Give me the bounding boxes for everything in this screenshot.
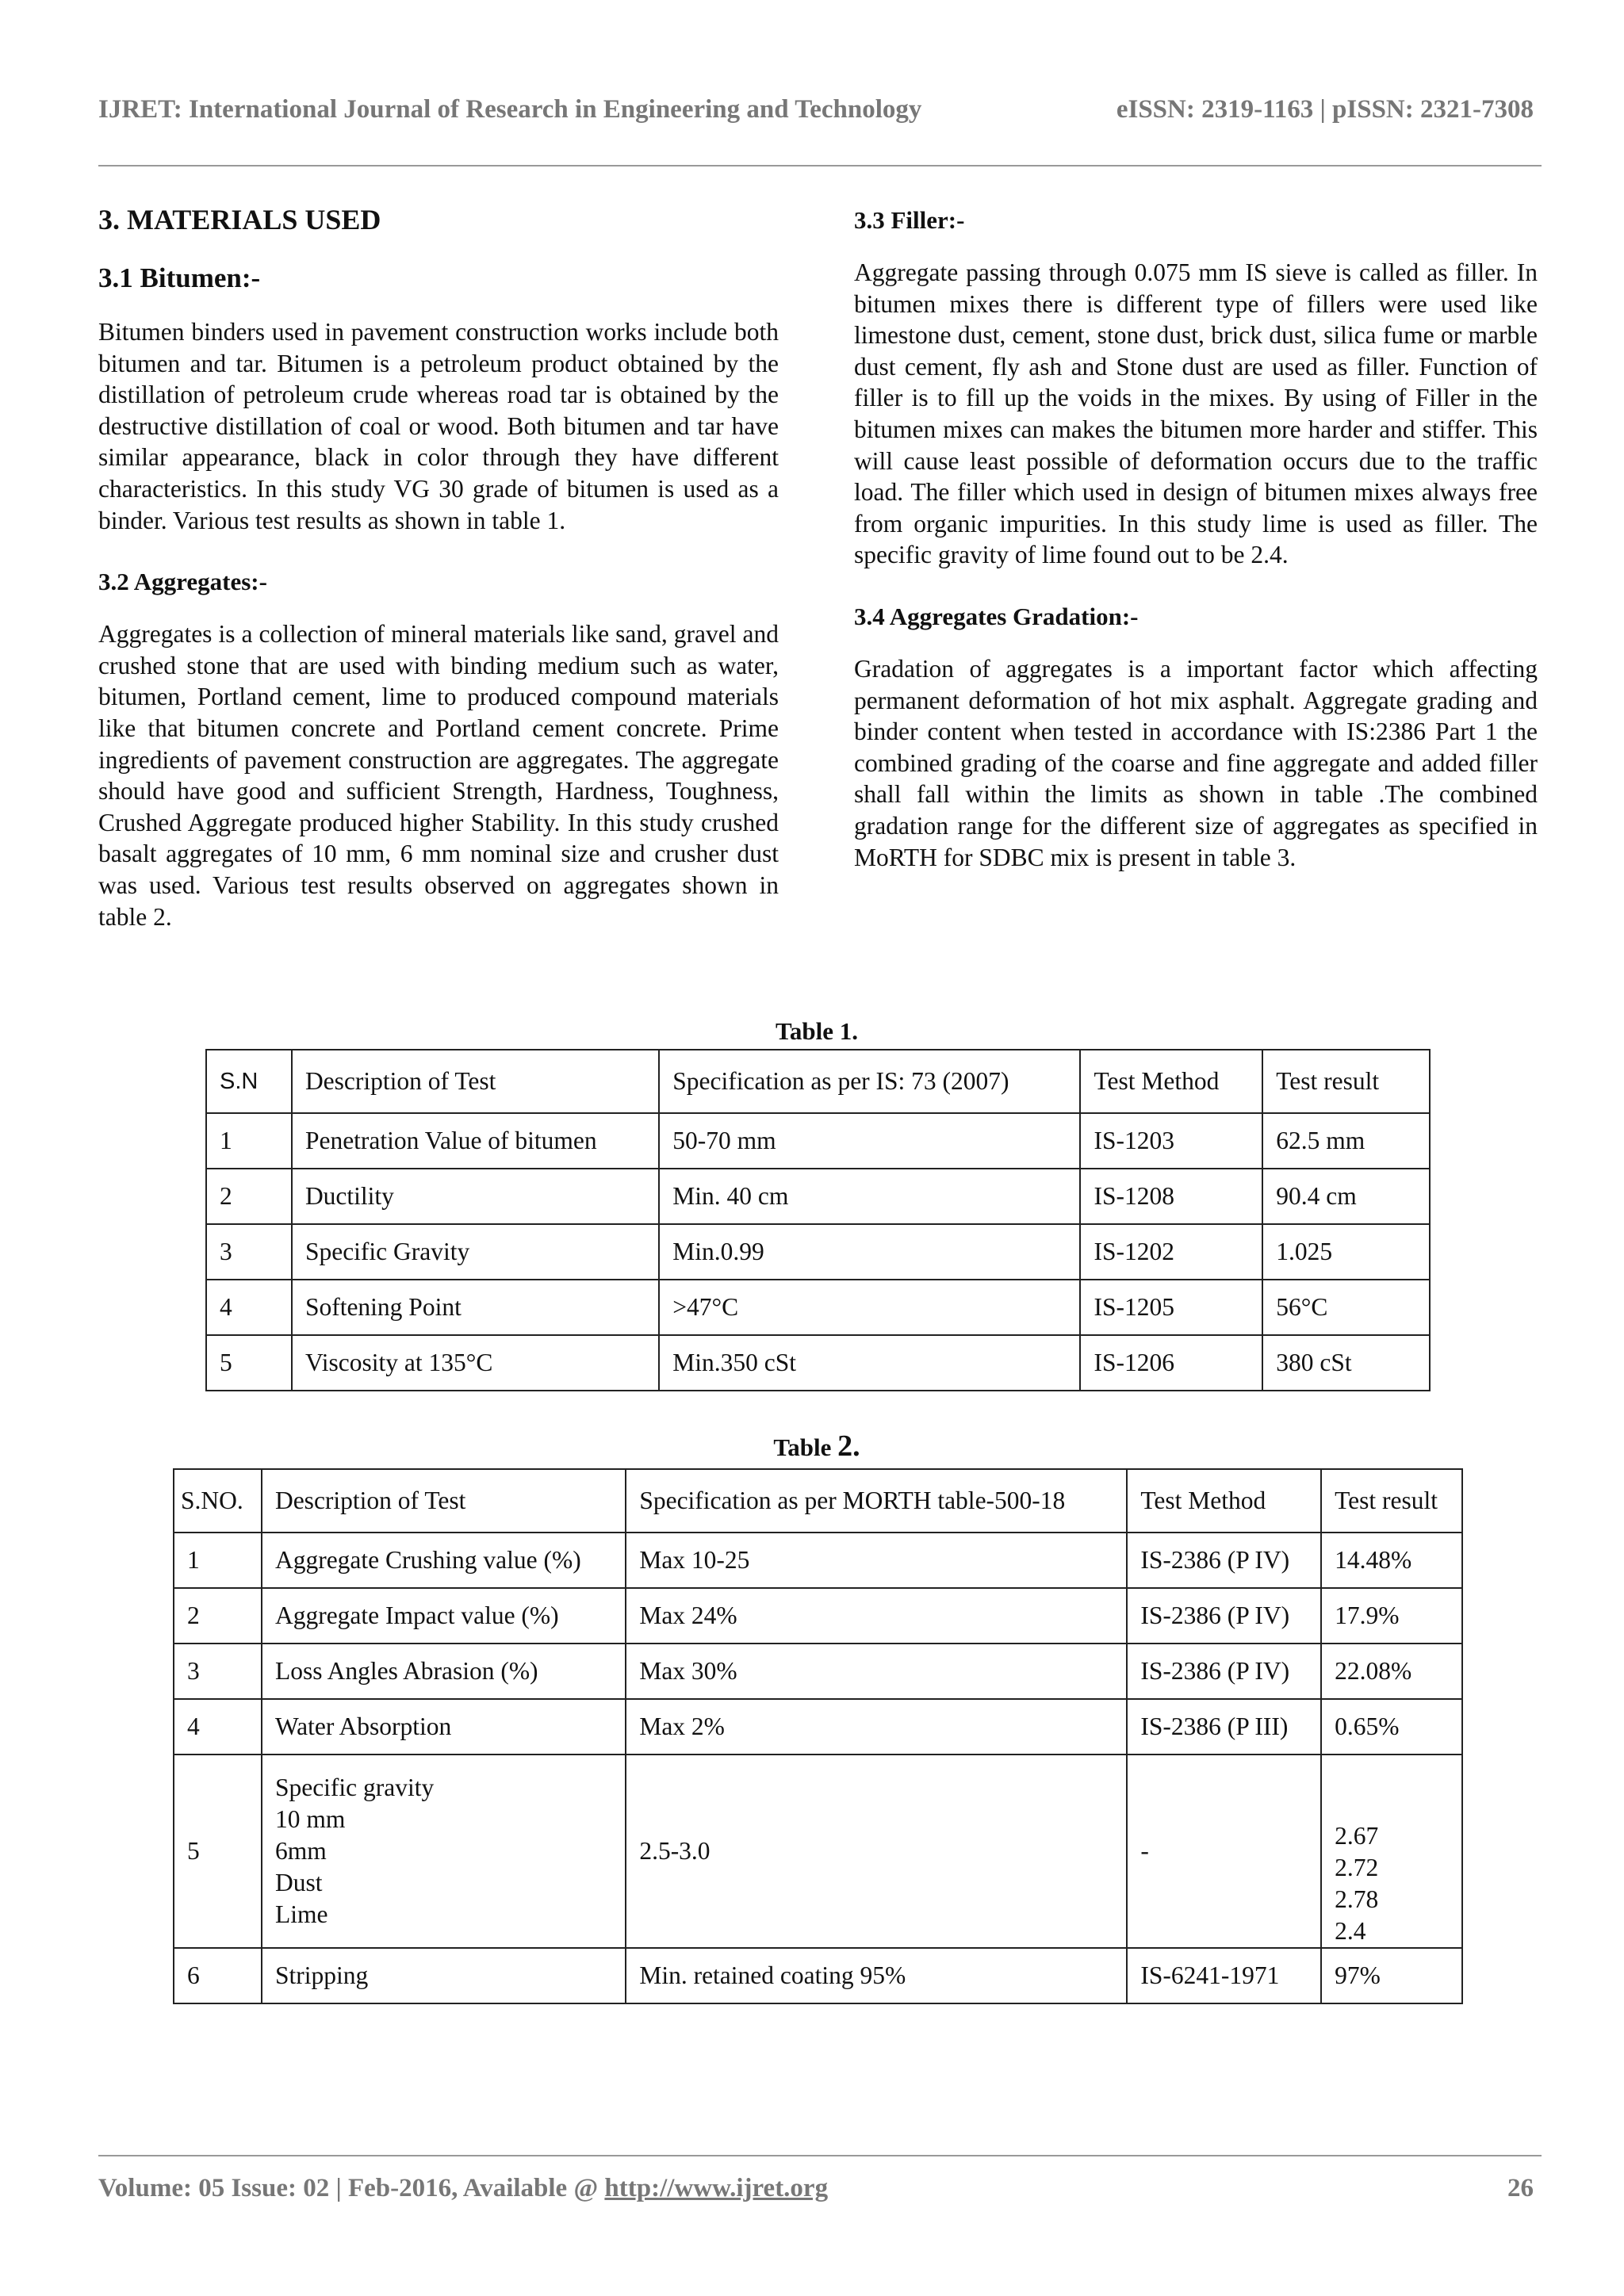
table-cell: IS-1202 bbox=[1080, 1224, 1262, 1280]
section-title: 3. MATERIALS USED bbox=[98, 204, 381, 235]
footer-volume bbox=[98, 2174, 828, 2203]
table-cell: Aggregate Impact value (%) bbox=[262, 1588, 626, 1644]
table-cell: 5 bbox=[174, 1755, 262, 1948]
column-header: Test Method bbox=[1080, 1050, 1262, 1113]
filler-paragraph: Aggregate passing through 0.075 mm IS sieve is called as filler. In bitumen mixes there is different type of fillers were used like limestone dust, cement, stone dust, brick dust, silica fume or marble dust cement, fly ash and Stone dust are used as filler. Function of filler is to fill up the voids in the mixes. By using of Filler in the bitumen mixes can makes the bitumen more harder and stiffer. This will cause least possible of deformation occurs due to the traffic load. The filler which used in design of bitumen mixes always free from organic impurities. In this study lime is used as filler. The specific gravity of lime found out to be 2.4. bbox=[854, 258, 1538, 569]
table-cell: 380 cSt bbox=[1262, 1335, 1430, 1391]
table-row bbox=[206, 1335, 1430, 1391]
column-header: Test result bbox=[1262, 1050, 1430, 1113]
table-cell: IS-2386 (P III) bbox=[1127, 1699, 1321, 1755]
table-cell: Penetration Value of bitumen bbox=[292, 1113, 659, 1169]
table-cell: IS-1205 bbox=[1080, 1280, 1262, 1335]
table-cell: 1.025 bbox=[1262, 1224, 1430, 1280]
cell-line: 2.78 bbox=[1335, 1885, 1379, 1913]
column-header: Test Method bbox=[1127, 1469, 1321, 1533]
page-number: 26 bbox=[1507, 2174, 1534, 2202]
table-row bbox=[206, 1280, 1430, 1335]
table-row bbox=[174, 1948, 1462, 2003]
bitumen-paragraph: Bitumen binders used in pavement construction works include both bitumen and tar. Bitumen is a petroleum product obtained by the distillation of petroleum crude whereas road tar is obtained by the destructive distillation of coal or wood. Both bitumen and tar have similar appearance, black in color through they have different characteristics. In this study VG 30 grade of bitumen is used as a binder. Various test results as shown in table 1. bbox=[98, 318, 779, 534]
table-cell: Max 24% bbox=[626, 1588, 1127, 1644]
gradation-heading: 3.4 Aggregates Gradation:- bbox=[854, 602, 1139, 630]
bitumen-heading: 3.1 Bitumen:- bbox=[98, 262, 261, 293]
table-cell: 62.5 mm bbox=[1262, 1113, 1430, 1169]
table2-caption-prefix: Table bbox=[773, 1433, 838, 1461]
table-cell: 3 bbox=[206, 1224, 292, 1280]
header-rule bbox=[98, 165, 1542, 166]
table-cell: IS-2386 (P IV) bbox=[1127, 1644, 1321, 1699]
table-cell: IS-1203 bbox=[1080, 1113, 1262, 1169]
table-row bbox=[206, 1169, 1430, 1224]
issn: eISSN: 2319-1163 | pISSN: 2321-7308 bbox=[1116, 95, 1534, 124]
table1 bbox=[205, 1049, 1431, 1391]
table-cell: Min.0.99 bbox=[659, 1224, 1080, 1280]
cell-line: Dust bbox=[274, 1869, 323, 1896]
table2-caption-number: 2. bbox=[837, 1429, 860, 1463]
table-cell bbox=[1321, 1755, 1462, 1948]
aggregates-heading: 3.2 Aggregates:- bbox=[98, 568, 267, 596]
table-cell: Stripping bbox=[262, 1948, 626, 2003]
journal-link[interactable]: http://www.ijret.org bbox=[604, 2174, 829, 2202]
table-cell: 4 bbox=[174, 1699, 262, 1755]
column-header: S.NO. bbox=[174, 1469, 262, 1533]
table-row bbox=[174, 1699, 1462, 1755]
journal-title: IJRET: International Journal of Research in Engineering and Technology bbox=[98, 95, 922, 124]
table-cell: 90.4 cm bbox=[1262, 1169, 1430, 1224]
table2-caption bbox=[714, 1429, 920, 1464]
table-row bbox=[174, 1533, 1462, 1588]
table-cell: IS-1208 bbox=[1080, 1169, 1262, 1224]
table-cell: Max 10-25 bbox=[626, 1533, 1127, 1588]
cell-line: 6mm bbox=[274, 1837, 327, 1865]
table-cell: Ductility bbox=[292, 1169, 659, 1224]
table-cell: 50-70 mm bbox=[659, 1113, 1080, 1169]
table-cell: - bbox=[1127, 1755, 1321, 1948]
left-column bbox=[98, 202, 779, 932]
cell-line: 10 mm bbox=[274, 1805, 346, 1833]
table1-caption: Table 1. bbox=[776, 1017, 858, 1045]
table-cell: 6 bbox=[174, 1948, 262, 2003]
table-cell: 5 bbox=[206, 1335, 292, 1391]
cell-line: Lime bbox=[274, 1900, 328, 1928]
table-cell: Min. 40 cm bbox=[659, 1169, 1080, 1224]
table-cell: Water Absorption bbox=[262, 1699, 626, 1755]
cell-line: 2.4 bbox=[1335, 1917, 1366, 1945]
footer-rule bbox=[98, 2155, 1542, 2156]
table-cell: Aggregate Crushing value (%) bbox=[262, 1533, 626, 1588]
table-cell bbox=[262, 1755, 626, 1948]
table-cell: Loss Angles Abrasion (%) bbox=[262, 1644, 626, 1699]
table-cell: Specific Gravity bbox=[292, 1224, 659, 1280]
gradation-paragraph: Gradation of aggregates is a important factor which affecting permanent deformation of hot mix asphalt. Aggregate grading and binder content when tested in accordance with IS:2386 Part 1 the combined grading of the coarse and fine aggregate and added filler shall fall within the limits as shown in table .The combined gradation range for the different size of aggregates as specified in MoRTH for SDBC mix is present in table 3. bbox=[854, 654, 1538, 871]
column-header: Test result bbox=[1321, 1469, 1462, 1533]
cell-line: Specific gravity bbox=[274, 1774, 435, 1801]
column-header: Specification as per MORTH table-500-18 bbox=[626, 1469, 1127, 1533]
table-cell: 0.65% bbox=[1321, 1699, 1462, 1755]
cell-line: 2.72 bbox=[1335, 1854, 1379, 1881]
table-cell: IS-2386 (P IV) bbox=[1127, 1588, 1321, 1644]
table-cell: 14.48% bbox=[1321, 1533, 1462, 1588]
table2 bbox=[173, 1468, 1463, 2004]
table-cell: 1 bbox=[174, 1533, 262, 1588]
footer-volume-text: Volume: 05 Issue: 02 | Feb-2016, Available @ bbox=[98, 2174, 605, 2202]
table-row bbox=[174, 1588, 1462, 1644]
table-cell: 17.9% bbox=[1321, 1588, 1462, 1644]
table-row bbox=[206, 1113, 1430, 1169]
table-cell: Min.350 cSt bbox=[659, 1335, 1080, 1391]
aggregates-paragraph: Aggregates is a collection of mineral materials like sand, gravel and crushed stone that are used with binding medium such as water, bitumen, Portland cement, lime to produced compound materials like that bitumen concrete and Portland cement concrete. Prime ingredients of pavement construction are aggregates. The aggregate should have good and sufficient Strength, Hardness, Toughness, Crushed Aggregate produced higher Stability. In this study crushed basalt aggregates of 10 mm, 6 mm nominal size and crusher dust was used. Various test results observed on aggregates shown in table 2. bbox=[98, 620, 779, 931]
table-row bbox=[174, 1755, 1462, 1948]
table-cell: Min. retained coating 95% bbox=[626, 1948, 1127, 2003]
column-header: S.N bbox=[206, 1050, 292, 1113]
column-header: Description of Test bbox=[262, 1469, 626, 1533]
right-column bbox=[854, 205, 1538, 873]
table-cell: 22.08% bbox=[1321, 1644, 1462, 1699]
table-header-row bbox=[206, 1050, 1430, 1113]
column-header: Specification as per IS: 73 (2007) bbox=[659, 1050, 1080, 1113]
filler-heading: 3.3 Filler:- bbox=[854, 206, 965, 234]
table-cell: 2.5-3.0 bbox=[626, 1755, 1127, 1948]
table-cell: Softening Point bbox=[292, 1280, 659, 1335]
table-cell: Max 30% bbox=[626, 1644, 1127, 1699]
table-cell: 4 bbox=[206, 1280, 292, 1335]
table-cell: IS-1206 bbox=[1080, 1335, 1262, 1391]
table-header-row bbox=[174, 1469, 1462, 1533]
table-cell: Viscosity at 135°C bbox=[292, 1335, 659, 1391]
table-cell: Max 2% bbox=[626, 1699, 1127, 1755]
table-row bbox=[174, 1644, 1462, 1699]
table-cell: 56°C bbox=[1262, 1280, 1430, 1335]
table-cell: IS-6241-1971 bbox=[1127, 1948, 1321, 2003]
table-row bbox=[206, 1224, 1430, 1280]
table-cell: 3 bbox=[174, 1644, 262, 1699]
column-header: Description of Test bbox=[292, 1050, 659, 1113]
table-cell: 2 bbox=[206, 1169, 292, 1224]
table-cell: 2 bbox=[174, 1588, 262, 1644]
cell-line: 2.67 bbox=[1335, 1822, 1379, 1850]
table-cell: IS-2386 (P IV) bbox=[1127, 1533, 1321, 1588]
table-cell: 1 bbox=[206, 1113, 292, 1169]
table-cell: 97% bbox=[1321, 1948, 1462, 2003]
table-cell: >47°C bbox=[659, 1280, 1080, 1335]
